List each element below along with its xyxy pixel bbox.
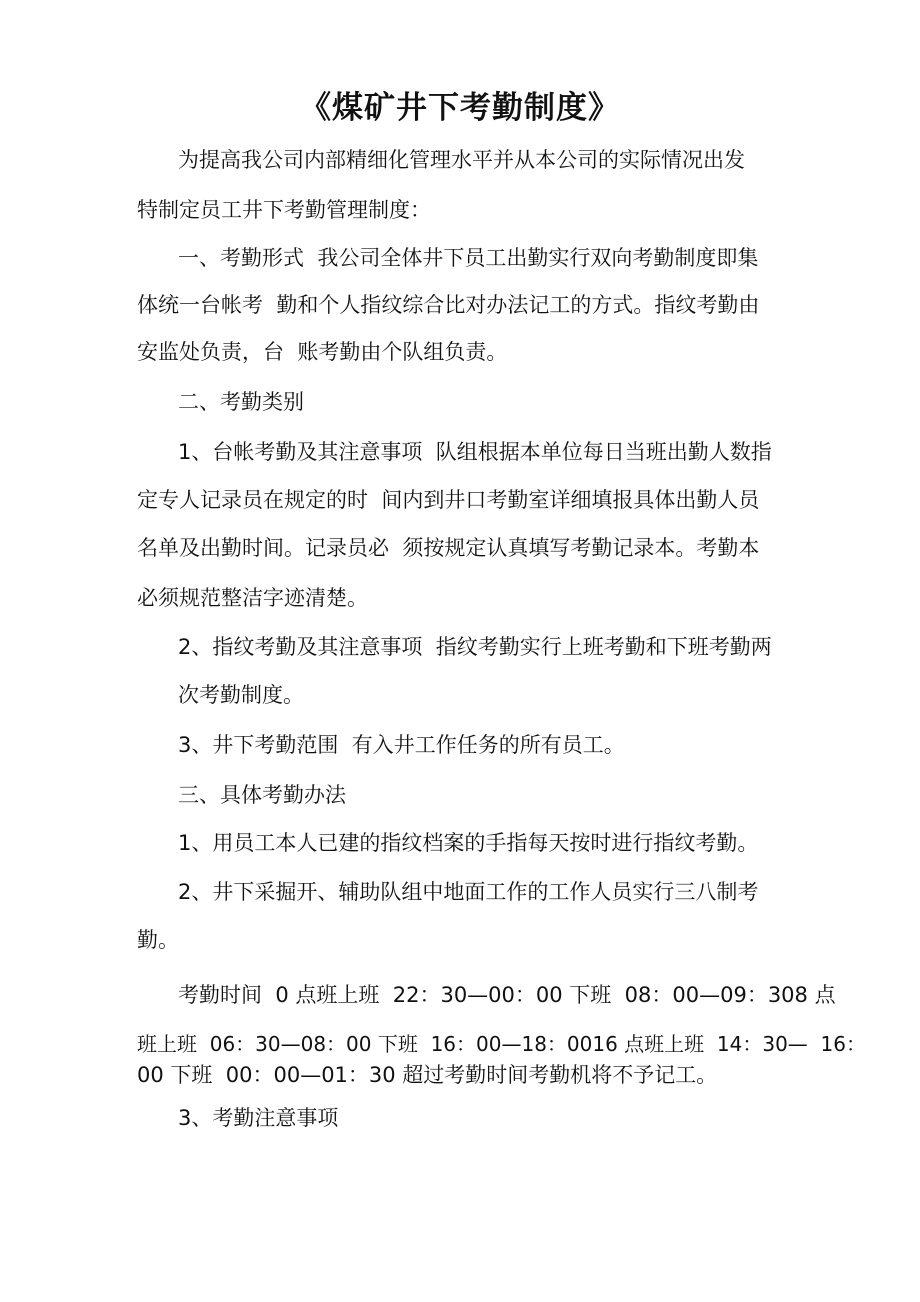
- paragraph-line: 1、台帐考勤及其注意事项 队组根据本单位每日当班出勤人数指: [178, 440, 772, 464]
- paragraph-line: 考勤时间 0 点班上班 22：30—00：00 下班 08：00—09：308 点: [178, 983, 836, 1007]
- paragraph-line: 1、用员工本人已建的指纹档案的手指每天按时进行指纹考勤。: [178, 831, 759, 855]
- paragraph-line: 名单及出勤时间。记录员必 须按规定认真填写考勤记录本。考勤本: [137, 536, 760, 560]
- paragraph-line: 班上班 06：30—08：00 下班 16：00—18：0016 点班上班 14：30— 16：: [137, 1032, 866, 1056]
- paragraph-line: 为提高我公司内部精细化管理水平并从本公司的实际情况出发: [178, 148, 745, 172]
- paragraph-line: 定专人记录员在规定的时 间内到井口考勤室详细填报具体出勤人员: [137, 488, 760, 512]
- section-heading: 二、考勤类别: [178, 390, 304, 414]
- paragraph-line: 安监处负责，台 账考勤由个队组负责。: [137, 340, 508, 364]
- paragraph-line: 一、考勤形式 我公司全体井下员工出勤实行双向考勤制度即集: [178, 246, 759, 270]
- section-heading: 三、具体考勤办法: [178, 783, 346, 807]
- paragraph-line: 必须规范整洁字迹清楚。: [137, 586, 368, 610]
- paragraph-line: 2、井下采掘开、辅助队组中地面工作的工作人员实行三八制考: [178, 880, 759, 904]
- paragraph-line: 特制定员工井下考勤管理制度：: [137, 198, 431, 222]
- paragraph-line: 3、井下考勤范围 有入井工作任务的所有员工。: [178, 733, 625, 757]
- document-title: 《煤矿井下考勤制度》: [300, 90, 620, 126]
- paragraph-line: 2、指纹考勤及其注意事项 指纹考勤实行上班考勤和下班考勤两: [178, 635, 772, 659]
- paragraph-line: 00 下班 00：00—01：30 超过考勤时间考勤机将不予记工。: [137, 1063, 718, 1087]
- paragraph-line: 3、考勤注意事项: [178, 1106, 339, 1130]
- paragraph-line: 勤。: [137, 928, 179, 952]
- paragraph-line: 次考勤制度。: [178, 683, 304, 707]
- paragraph-line: 体统一台帐考 勤和个人指纹综合比对办法记工的方式。指纹考勤由: [137, 293, 760, 317]
